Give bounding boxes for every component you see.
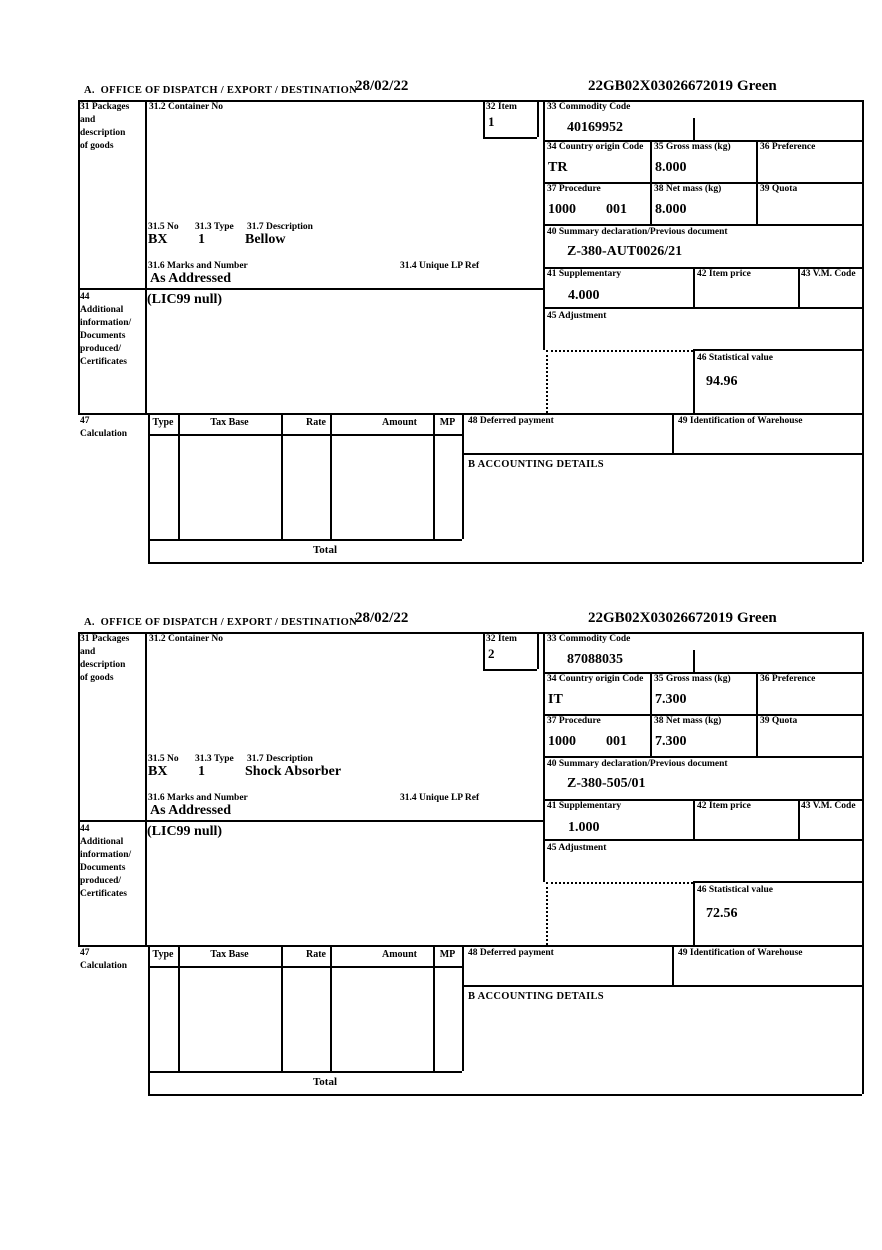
commodity-code-value: 40169952 — [567, 120, 623, 135]
country-origin-value: IT — [548, 692, 563, 707]
box31-7-label: 31.7 Description — [247, 222, 313, 232]
box38-label: 38 Net mass (kg) — [654, 716, 722, 726]
box35-label: 35 Gross mass (kg) — [654, 674, 731, 684]
border-line — [756, 140, 758, 224]
border-line — [330, 945, 332, 1071]
border-line — [798, 799, 800, 839]
package-code-value: BX — [148, 232, 168, 247]
border-line — [148, 562, 862, 564]
statistical-value: 72.56 — [706, 906, 738, 921]
border-line — [462, 985, 862, 987]
country-origin-value: TR — [548, 160, 568, 175]
supplementary-units-value: 1.000 — [568, 820, 600, 835]
border-line — [862, 632, 864, 1094]
box31-label-line2: and — [80, 647, 96, 657]
declaration-reference: 22GB02X03026672019 — [588, 78, 734, 94]
box37-label: 37 Procedure — [547, 184, 601, 194]
border-line — [543, 100, 545, 350]
item-number-value: 1 — [488, 114, 495, 129]
box33-label: 33 Commodity Code — [547, 634, 631, 644]
col-header-type: Type — [152, 949, 174, 960]
box44-label-line1: 44 — [80, 292, 90, 302]
border-line — [537, 632, 539, 669]
border-line — [330, 413, 332, 539]
box43-label: 43 V.M. Code — [801, 801, 856, 811]
border-line — [693, 799, 695, 839]
box32-label: 32 Item — [486, 102, 517, 112]
box39-label: 39 Quota — [760, 716, 798, 726]
border-line — [483, 137, 537, 139]
border-line — [693, 349, 695, 413]
box32-label: 32 Item — [486, 634, 517, 644]
border-line — [78, 413, 862, 415]
commodity-code-divider — [693, 650, 695, 672]
border-line — [543, 839, 862, 841]
border-line — [433, 945, 435, 1071]
border-line — [281, 413, 283, 539]
box46-label: 46 Statistical value — [697, 353, 773, 363]
box31-6-label: 31.6 Marks and Number — [148, 793, 248, 803]
commodity-code-divider — [693, 118, 695, 140]
box31-4-label: 31.4 Unique LP Ref — [400, 261, 480, 271]
box31-label-line3: description — [80, 660, 126, 670]
border-line — [672, 945, 674, 985]
box31-label-line1: 31 Packages — [80, 102, 130, 112]
marks-number-value: As Addressed — [150, 803, 232, 818]
box40-label: 40 Summary declaration/Previous document — [547, 759, 728, 769]
box38-label: 38 Net mass (kg) — [654, 184, 722, 194]
border-line — [78, 945, 862, 947]
box42-label: 42 Item price — [697, 269, 751, 279]
box44-label-line5: produced/ — [80, 344, 122, 354]
border-line — [145, 100, 147, 413]
box42-label: 42 Item price — [697, 801, 751, 811]
box37-label: 37 Procedure — [547, 716, 601, 726]
col-header-mp: MP — [439, 949, 456, 960]
border-line — [650, 672, 652, 756]
box41-label: 41 Supplementary — [547, 801, 622, 811]
box44-label-line2: Additional — [80, 305, 124, 315]
col-header-rate: Rate — [306, 417, 326, 428]
box40-label: 40 Summary declaration/Previous document — [547, 227, 728, 237]
box44-label-line3: information/ — [80, 318, 132, 328]
box44-label-line1: 44 — [80, 824, 90, 834]
border-line — [543, 632, 545, 882]
col-header-mp: MP — [439, 417, 456, 428]
border-line — [693, 267, 695, 307]
procedure-value: 1000 — [548, 202, 576, 217]
box44-label-line3: information/ — [80, 850, 132, 860]
border-line — [693, 881, 862, 883]
section-a-title: A. OFFICE OF DISPATCH / EXPORT / DESTINATION — [84, 617, 358, 628]
border-line — [462, 413, 464, 539]
total-label: Total — [312, 1076, 338, 1088]
box44-label-line5: produced/ — [80, 876, 122, 886]
package-code-value: BX — [148, 764, 168, 779]
box44-label-line4: Documents — [80, 331, 126, 341]
box45-label: 45 Adjustment — [547, 843, 607, 853]
dotted-border-line — [546, 882, 548, 945]
dotted-border-line — [546, 882, 693, 884]
box49-label: 49 Identification of Warehouse — [678, 948, 803, 958]
procedure-extension-value: 001 — [606, 202, 627, 217]
col-header-tax-base: Tax Base — [210, 949, 249, 960]
col-header-type: Type — [152, 417, 174, 428]
border-line — [148, 945, 150, 1094]
border-line — [756, 672, 758, 756]
box39-label: 39 Quota — [760, 184, 798, 194]
routing-status: Green — [737, 78, 777, 94]
supplementary-units-value: 4.000 — [568, 288, 600, 303]
box49-label: 49 Identification of Warehouse — [678, 416, 803, 426]
box31-3-label: 31.3 Type — [195, 754, 234, 764]
border-line — [650, 140, 652, 224]
box43-label: 43 V.M. Code — [801, 269, 856, 279]
section-a-title: A. OFFICE OF DISPATCH / EXPORT / DESTINATION — [84, 85, 358, 96]
accounting-details-label: B ACCOUNTING DETAILS — [468, 459, 604, 470]
border-line — [78, 820, 543, 822]
border-line — [148, 1094, 862, 1096]
box44-label-line6: Certificates — [80, 357, 127, 367]
box34-label: 34 Country origin Code — [547, 142, 644, 152]
border-line — [78, 288, 543, 290]
dotted-border-line — [546, 350, 548, 413]
item-number-value: 2 — [488, 646, 495, 661]
box45-label: 45 Adjustment — [547, 311, 607, 321]
package-type-value: 1 — [198, 232, 205, 247]
border-line — [483, 100, 485, 137]
box47-label-line2: Calculation — [80, 961, 127, 971]
goods-description-value: Bellow — [245, 232, 286, 247]
border-line — [537, 100, 539, 137]
dotted-border-line — [546, 350, 693, 352]
col-header-rate: Rate — [306, 949, 326, 960]
box31-5-label: 31.5 No — [148, 222, 179, 232]
box31-label-line2: and — [80, 115, 96, 125]
gross-mass-value: 8.000 — [655, 160, 687, 175]
accounting-details-label: B ACCOUNTING DETAILS — [468, 991, 604, 1002]
border-line — [543, 756, 862, 758]
box47-label-line1: 47 — [80, 416, 90, 426]
border-line — [148, 539, 462, 541]
box35-label: 35 Gross mass (kg) — [654, 142, 731, 152]
procedure-extension-value: 001 — [606, 734, 627, 749]
additional-info-value: (LIC99 null) — [147, 292, 223, 307]
marks-number-value: As Addressed — [150, 271, 232, 286]
net-mass-value: 7.300 — [655, 734, 687, 749]
border-line — [693, 881, 695, 945]
border-line — [672, 413, 674, 453]
box31-7-label: 31.7 Description — [247, 754, 313, 764]
border-line — [543, 307, 862, 309]
box36-label: 36 Preference — [760, 142, 816, 152]
border-line — [693, 349, 862, 351]
statistical-value: 94.96 — [706, 374, 738, 389]
goods-description-value: Shock Absorber — [245, 764, 342, 779]
routing-status: Green — [737, 610, 777, 626]
box31-2-label: 31.2 Container No — [149, 102, 223, 112]
border-line — [798, 267, 800, 307]
procedure-value: 1000 — [548, 734, 576, 749]
border-line — [281, 945, 283, 1071]
box33-label: 33 Commodity Code — [547, 102, 631, 112]
box31-label-line3: description — [80, 128, 126, 138]
border-line — [543, 224, 862, 226]
box44-label-line6: Certificates — [80, 889, 127, 899]
declaration-item-block-2 — [78, 610, 864, 1096]
border-line — [433, 413, 435, 539]
box47-label-line2: Calculation — [80, 429, 127, 439]
previous-document-value: Z-380-AUT0026/21 — [567, 244, 683, 259]
box44-label-line2: Additional — [80, 837, 124, 847]
col-header-amount: Amount — [381, 949, 417, 960]
border-line — [862, 100, 864, 562]
declaration-reference: 22GB02X03026672019 — [588, 610, 734, 626]
border-line — [178, 413, 180, 539]
box36-label: 36 Preference — [760, 674, 816, 684]
declaration-item-block-1 — [78, 78, 864, 564]
box41-label: 41 Supplementary — [547, 269, 622, 279]
box31-6-label: 31.6 Marks and Number — [148, 261, 248, 271]
total-label: Total — [312, 544, 338, 556]
box31-5-label: 31.5 No — [148, 754, 179, 764]
box31-4-label: 31.4 Unique LP Ref — [400, 793, 480, 803]
box31-3-label: 31.3 Type — [195, 222, 234, 232]
box31-label-line1: 31 Packages — [80, 634, 130, 644]
box48-label: 48 Deferred payment — [468, 416, 554, 426]
border-line — [462, 453, 862, 455]
dispatch-date: 28/02/22 — [355, 610, 409, 626]
box46-label: 46 Statistical value — [697, 885, 773, 895]
border-line — [178, 945, 180, 1071]
box48-label: 48 Deferred payment — [468, 948, 554, 958]
box31-2-label: 31.2 Container No — [149, 634, 223, 644]
box47-label-line1: 47 — [80, 948, 90, 958]
previous-document-value: Z-380-505/01 — [567, 776, 646, 791]
border-line — [148, 413, 150, 562]
box44-label-line4: Documents — [80, 863, 126, 873]
col-header-tax-base: Tax Base — [210, 417, 249, 428]
border-line — [483, 669, 537, 671]
box31-label-line4: of goods — [80, 141, 114, 151]
border-line — [148, 1071, 462, 1073]
additional-info-value: (LIC99 null) — [147, 824, 223, 839]
border-line — [462, 945, 464, 1071]
net-mass-value: 8.000 — [655, 202, 687, 217]
commodity-code-value: 87088035 — [567, 652, 623, 667]
box34-label: 34 Country origin Code — [547, 674, 644, 684]
col-header-amount: Amount — [381, 417, 417, 428]
package-type-value: 1 — [198, 764, 205, 779]
border-line — [148, 966, 462, 968]
border-line — [483, 632, 485, 669]
gross-mass-value: 7.300 — [655, 692, 687, 707]
box31-label-line4: of goods — [80, 673, 114, 683]
dispatch-date: 28/02/22 — [355, 78, 409, 94]
border-line — [148, 434, 462, 436]
border-line — [145, 632, 147, 945]
